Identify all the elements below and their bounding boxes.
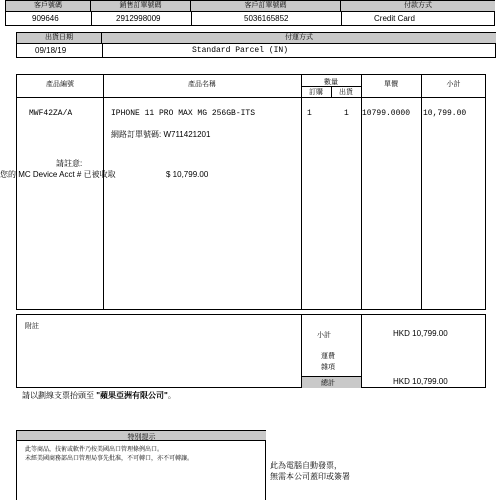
customer-number: 909646 (32, 14, 59, 23)
footer-note-line1: 此為電腦自動發票， (270, 461, 342, 470)
account-info-table (5, 0, 495, 26)
line-subtotal: 10,799.00 (423, 109, 467, 118)
notice-amount: $ 10,799.00 (166, 170, 209, 179)
customer-order-number: 5036165852 (244, 14, 289, 23)
product-name: IPHONE 11 PRO MAX MG 256GB-ITS (111, 109, 256, 118)
subtotal-label: 小計 (317, 332, 331, 339)
cheque-note-company: "蘋果亞洲有限公司" (96, 391, 168, 400)
header-shipped: 出貨 (339, 89, 353, 96)
unit-price: 10799.0000 (362, 109, 411, 118)
summary-table (16, 314, 486, 388)
special-notice-box (16, 430, 266, 500)
header-customer-number: 客戶號碼 (6, 1, 91, 11)
header-customer-order-number: 客戶訂單號碼 (191, 1, 341, 11)
header-product-code: 產品編號 (46, 81, 74, 88)
cheque-note (22, 390, 176, 401)
ordered-qty: 1 (307, 109, 312, 118)
special-notice-line2: 未經美國商務部出口管理局事先批准，不可轉口，亦不可轉讓。 (25, 456, 194, 462)
header-sales-order-number: 銷售訂單號碼 (91, 1, 191, 11)
shipping-label: 運費 (321, 353, 335, 360)
shipped-qty: 1 (344, 109, 349, 118)
shipping-info-table (16, 32, 496, 58)
header-unit-price: 單價 (384, 81, 398, 88)
header-shipping-method: 付運方式 (102, 33, 496, 43)
header-quantity: 數量 (324, 79, 338, 86)
remarks-label: 附註 (25, 323, 39, 330)
misc-label: 雜項 (321, 364, 335, 371)
total-value: HKD 10,799.00 (393, 377, 448, 386)
items-table (16, 74, 486, 310)
header-payment-method: 付款方式 (341, 1, 495, 11)
payment-method: Credit Card (374, 14, 415, 23)
cheque-note-prefix: 請以劃線支票抬頭至 (22, 391, 97, 400)
cheque-note-suffix: 。 (167, 391, 176, 400)
ship-date: 09/18/19 (35, 46, 67, 55)
footer-note-line2: 無需本公司蓋印或簽署 (270, 472, 350, 481)
special-notice-title: 特別提示 (127, 434, 156, 441)
notice-text: 您的 MC Device Acct # 已被收取 (0, 170, 116, 179)
header-ordered: 訂購 (309, 89, 323, 96)
notice-title: 請註意: (56, 159, 83, 168)
special-notice-line1: 此等商品，技術或軟件乃按美國出口管理條例出口。 (25, 447, 164, 453)
product-code: MWF42ZA/A (29, 109, 73, 118)
total-label: 總計 (321, 380, 335, 387)
web-order-number: 網路訂單號碼: W711421201 (111, 130, 211, 139)
header-subtotal: 小計 (446, 81, 461, 88)
subtotal-value: HKD 10,799.00 (393, 329, 448, 338)
shipping-method: Standard Parcel (IN) (192, 46, 289, 55)
header-product-name: 產品名稱 (188, 81, 216, 88)
header-ship-date: 出貨日期 (17, 33, 102, 43)
sales-order-number: 2912998009 (116, 14, 161, 23)
